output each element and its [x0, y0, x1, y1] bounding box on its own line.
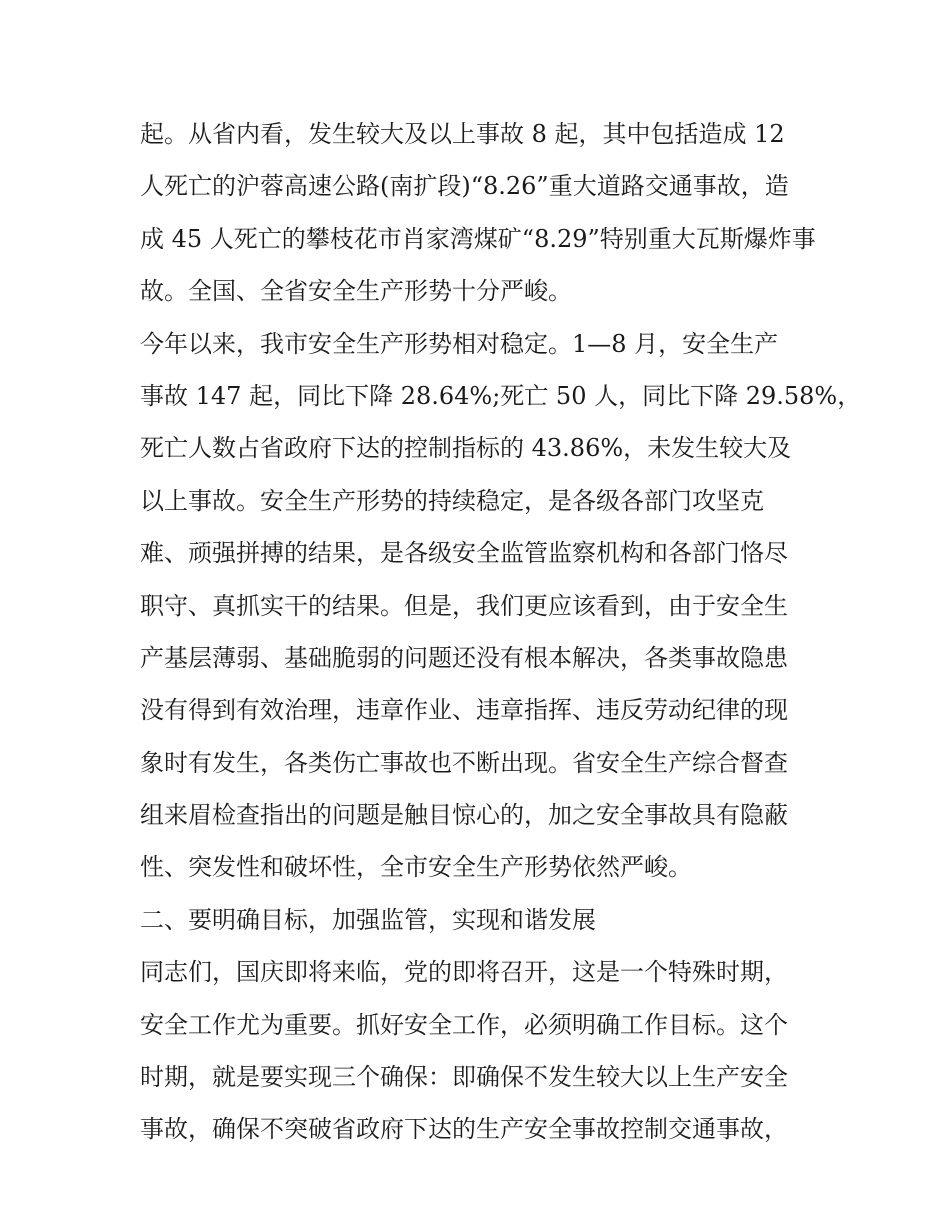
- text-line: 性、突发性和破坏性，全市安全生产形势依然严峻。: [140, 853, 692, 882]
- text-line: 今年以来，我市安全生产形势相对稳定。1—8 月，安全生产: [140, 329, 779, 358]
- section-heading: 二、要明确目标，加强监管，实现和谐发展: [140, 905, 596, 934]
- text-line: 产基层薄弱、基础脆弱的问题还没有根本解决，各类事故隐患: [140, 643, 788, 672]
- text-line: 故。全国、全省安全生产形势十分严峻。: [140, 277, 572, 306]
- text-line: 时期，就是要实现三个确保：即确保不发生较大以上生产安全: [140, 1063, 788, 1092]
- text-line: 难、顽强拼搏的结果，是各级安全监管监察机构和各部门恪尽: [140, 539, 788, 568]
- text-line: 安全工作尤为重要。抓好安全工作，必须明确工作目标。这个: [140, 1010, 788, 1039]
- text-line: 职守、真抓实干的结果。但是，我们更应该看到，由于安全生: [140, 591, 788, 620]
- text-line: 人死亡的沪蓉高速公路(南扩段)“8.26”重大道路交通事故，造: [140, 172, 789, 201]
- text-line: 事故 147 起，同比下降 28.64%;死亡 50 人，同比下降 29.58%，: [140, 381, 862, 410]
- text-line: 同志们，国庆即将来临，党的即将召开，这是一个特殊时期，: [140, 958, 788, 987]
- document-body: [140, 108, 862, 1156]
- text-line: 事故，确保不突破省政府下达的生产安全事故控制交通事故，: [140, 1115, 788, 1144]
- text-line: 死亡人数占省政府下达的控制指标的 43.86%，未发生较大及: [140, 434, 792, 463]
- text-line: 没有得到有效治理，违章作业、违章指挥、违反劳动纪律的现: [140, 696, 788, 725]
- text-line: 组来眉检查指出的问题是触目惊心的，加之安全事故具有隐蔽: [140, 801, 788, 830]
- text-line: 象时有发生，各类伤亡事故也不断出现。省安全生产综合督查: [140, 748, 788, 777]
- text-line: 起。从省内看，发生较大及以上事故 8 起，其中包括造成 12: [140, 120, 785, 148]
- text-line: 成 45 人死亡的攀枝花市肖家湾煤矿“8.29”特别重大瓦斯爆炸事: [140, 224, 816, 253]
- text-line: 以上事故。安全生产形势的持续稳定，是各级各部门攻坚克: [140, 486, 764, 515]
